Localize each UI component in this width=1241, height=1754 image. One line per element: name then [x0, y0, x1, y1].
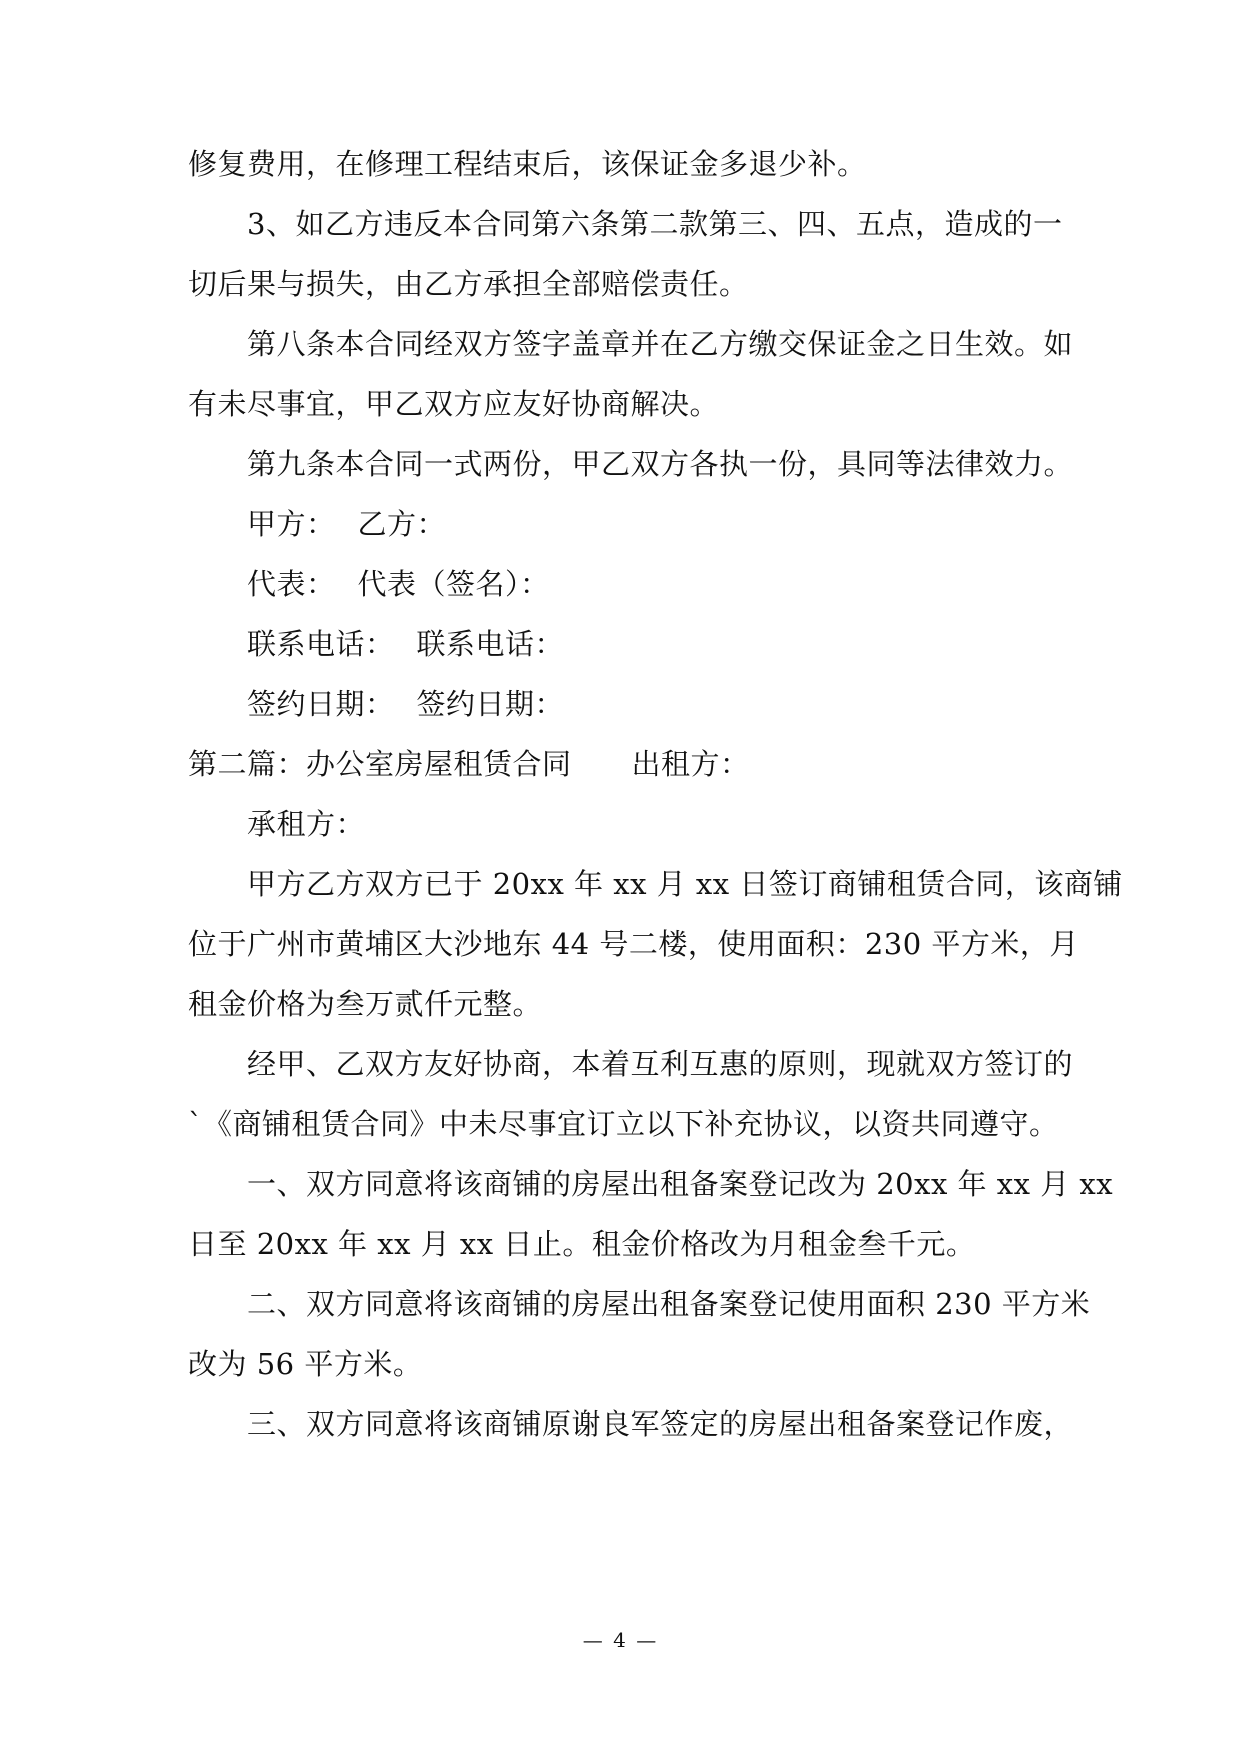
- paragraph-line: 3、如乙方违反本合同第六条第二款第三、四、五点，造成的一: [247, 207, 1063, 241]
- paragraph-line: 第八条本合同经双方签字盖章并在乙方缴交保证金之日生效。如: [247, 327, 1074, 361]
- paragraph-line: 一、双方同意将该商铺的房屋出租备案登记改为 20xx 年 xx 月 xx: [247, 1167, 1114, 1201]
- paragraph-line: 修复费用，在修理工程结束后，该保证金多退少补。: [188, 147, 867, 181]
- signature-representative-line: [247, 564, 550, 604]
- party-a-label: 甲方：: [247, 507, 336, 541]
- phone-b-label: 联系电话：: [416, 627, 565, 661]
- signature-phone-line: [247, 624, 564, 664]
- signature-date-line: [247, 684, 564, 724]
- paragraph-line: 有未尽事宜，甲乙双方应友好协商解决。: [188, 387, 720, 421]
- paragraph-line: 改为 56 平方米。: [188, 1347, 423, 1381]
- date-a-label: 签约日期：: [247, 687, 395, 721]
- paragraph-line: 三、双方同意将该商铺原谢良军签定的房屋出租备案登记作废，: [247, 1407, 1074, 1441]
- date-b-label: 签约日期：: [416, 687, 565, 721]
- section-title: 第二篇：办公室房屋租赁合同: [188, 747, 572, 781]
- rep-a-label: 代表：: [247, 567, 336, 601]
- section-heading-line: [188, 744, 750, 784]
- paragraph-line: `《商铺租赁合同》中未尽事宜订立以下补充协议，以资共同遵守。: [188, 1107, 1059, 1141]
- lessor-label: 出租方：: [631, 747, 750, 781]
- lessee-line: 承租方：: [247, 807, 366, 841]
- paragraph-line: 第九条本合同一式两份，甲乙双方各执一份，具同等法律效力。: [247, 447, 1074, 481]
- phone-a-label: 联系电话：: [247, 627, 395, 661]
- paragraph-line: 切后果与损失，由乙方承担全部赔偿责任。: [188, 267, 749, 301]
- paragraph-line: 二、双方同意将该商铺的房屋出租备案登记使用面积 230 平方米: [247, 1287, 1091, 1321]
- paragraph-line: 日至 20xx 年 xx 月 xx 日止。租金价格改为月租金叁千元。: [188, 1227, 976, 1261]
- paragraph-line: 甲方乙方双方已于 20xx 年 xx 月 xx 日签订商铺租赁合同，该商铺: [247, 867, 1123, 901]
- signature-parties-line: [247, 504, 446, 544]
- party-b-label: 乙方：: [357, 507, 447, 541]
- paragraph-line: 经甲、乙双方友好协商，本着互利互惠的原则，现就双方签订的: [247, 1047, 1074, 1081]
- rep-b-label: 代表（签名）：: [357, 567, 550, 601]
- paragraph-line: 租金价格为叁万贰仟元整。: [188, 987, 543, 1021]
- paragraph-line: 位于广州市黄埔区大沙地东 44 号二楼，使用面积：230 平方米，月: [188, 927, 1079, 961]
- page-number: — 4 —: [582, 1628, 659, 1652]
